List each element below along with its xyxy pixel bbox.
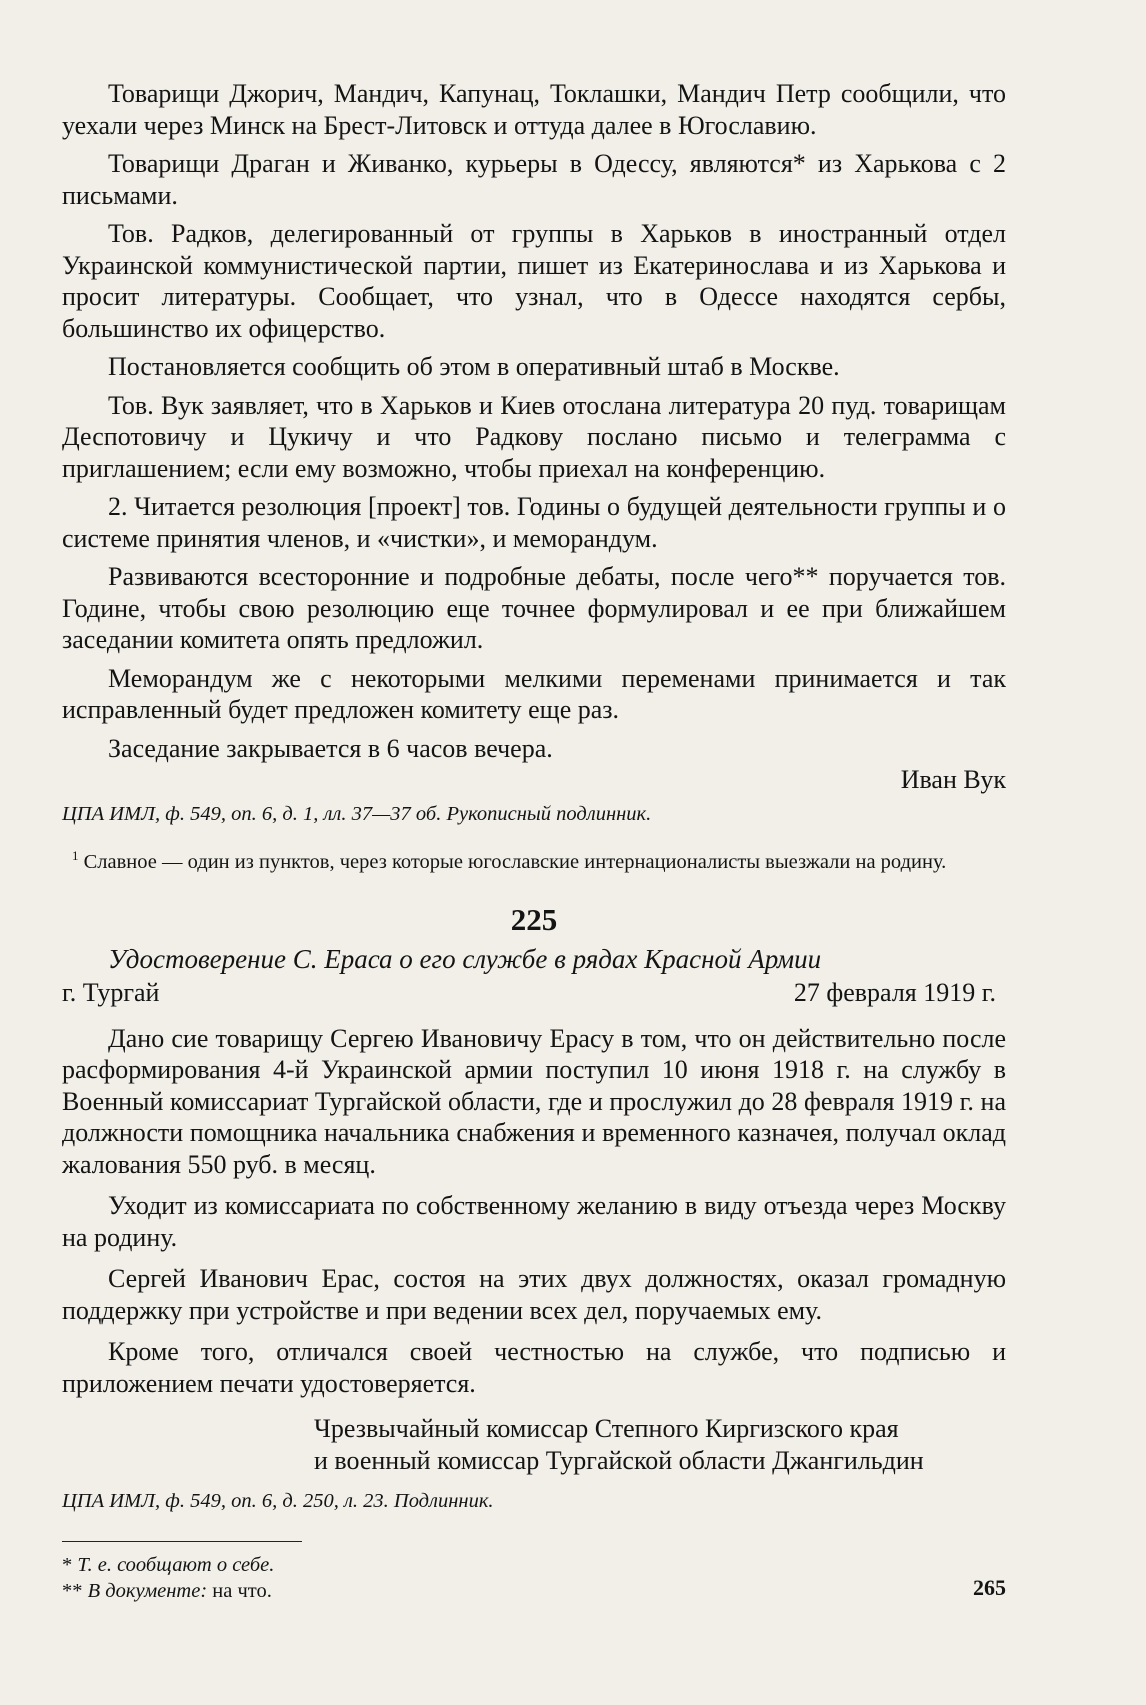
footnote-text: на что. — [212, 1580, 272, 1603]
paragraph: Сергей Иванович Ерас, состоя на этих двух должностях, оказал громадную поддержку при устройстве и при ведении всех дел, поручаемых ему. — [62, 1264, 1006, 1325]
footnote-double-star — [62, 1578, 1006, 1604]
footnote-divider — [62, 1541, 302, 1542]
document-number: 225 — [510, 901, 558, 937]
date: 27 февраля 1919 г. — [793, 977, 996, 1007]
footnote-text: Славное — один из пунктов, через которые югославские интернационалисты выезжали на родину. — [83, 850, 947, 873]
paragraph: Тов. Радков, делегированный от группы в Харьков в иностранный отдел Украинской коммунистической партии, пишет из Екатеринослава и из Харькова и просит литературы. Сообщает, что узнал, что в Одессе находятся сербы, большинство их офицерство. — [62, 219, 1006, 343]
footnote-label: В документе: — [87, 1580, 208, 1603]
paragraph: Кроме того, отличался своей честностью на службе, что подписью и приложением печати удостоверяется. — [62, 1337, 1006, 1398]
archive-source: ЦПА ИМЛ, ф. 549, оп. 6, д. 250, л. 23. Подлинник. — [62, 1490, 494, 1513]
page-number: 265 — [973, 1575, 1006, 1600]
paragraph: Развиваются всесторонние и подробные дебаты, после чего** поручается тов. Године, чтобы свою резолюцию еще точнее формулировал и ее при ближайшем заседании комитета опять предложил. — [62, 562, 1006, 654]
archive-source: ЦПА ИМЛ, ф. 549, оп. 6, д. 1, лл. 37—37 об. Рукописный подлинник. — [62, 803, 652, 825]
paragraph: 2. Читается резолюция [проект] тов. Годины о будущей деятельности группы и о системе принятия членов, и «чистки», и меморандум. — [62, 492, 1006, 553]
paragraph: Тов. Вук заявляет, что в Харьков и Киев отослана литература 20 пуд. товарищам Деспотовичу и Цукичу и что Радкову послано письмо и телеграмма с приглашением; если ему возможно, чтобы приехал на конференцию. — [62, 390, 1006, 483]
certificate-body — [62, 1023, 1006, 1400]
paragraph: Меморандум же с некоторыми мелкими переменами принимается и так исправленный будет предложен комитету еще раз. — [62, 663, 1006, 724]
signature-line-1: Чрезвычайный комиссар Степного Киргизского края — [314, 1414, 899, 1444]
paragraph: Уходит из комиссариата по собственному желанию в виду отъезда через Москву на родину. — [62, 1191, 1006, 1252]
paragraph: Постановляется сообщить об этом в оперативный штаб в Москве. — [108, 352, 840, 381]
footnote-marker: ** — [62, 1580, 83, 1603]
document-page — [62, 78, 1006, 1604]
paragraph: Товарищи Джорич, Мандич, Капунац, Токлашки, Мандич Петр сообщили, что уехали через Минск на Брест-Литовск и оттуда далее в Югославию. — [62, 79, 1006, 140]
paragraph: Дано сие товарищу Сергею Ивановичу Ерасу в том, что он действительно после расформирования 4-й Украинской армии поступил 10 июня 1918 г. на службу в Военный комиссариат Тургайской области, где и прослужил до 28 февраля 1919 г. на должности помощника начальника снабжения и временного казначея, получал оклад жалования 550 руб. в месяц. — [62, 1023, 1006, 1179]
signature-line-2: и военный комиссар Тургайской области Джангильдин — [314, 1445, 924, 1475]
place: г. Тургай — [62, 977, 160, 1007]
place-date-line — [62, 976, 1006, 1009]
footnote-label: Т. е. сообщают о себе. — [77, 1554, 275, 1577]
footnote-star — [62, 1552, 1006, 1578]
footnote-marker: 1 — [72, 848, 79, 863]
paragraph: Заседание закрывается в 6 часов вечера. — [108, 733, 553, 763]
signature-ivan-vuk: Иван Вук — [900, 765, 1006, 794]
minutes-body — [62, 78, 1006, 764]
footnote-marker: * — [62, 1554, 73, 1577]
paragraph: Товарищи Драган и Живанко, курьеры в Одессу, являются* из Харькова с 2 письмами. — [62, 149, 1006, 210]
document-title: Удостоверение С. Ераса о его службе в рядах Красной Армии — [108, 943, 822, 974]
footnote-1 — [62, 842, 1006, 876]
